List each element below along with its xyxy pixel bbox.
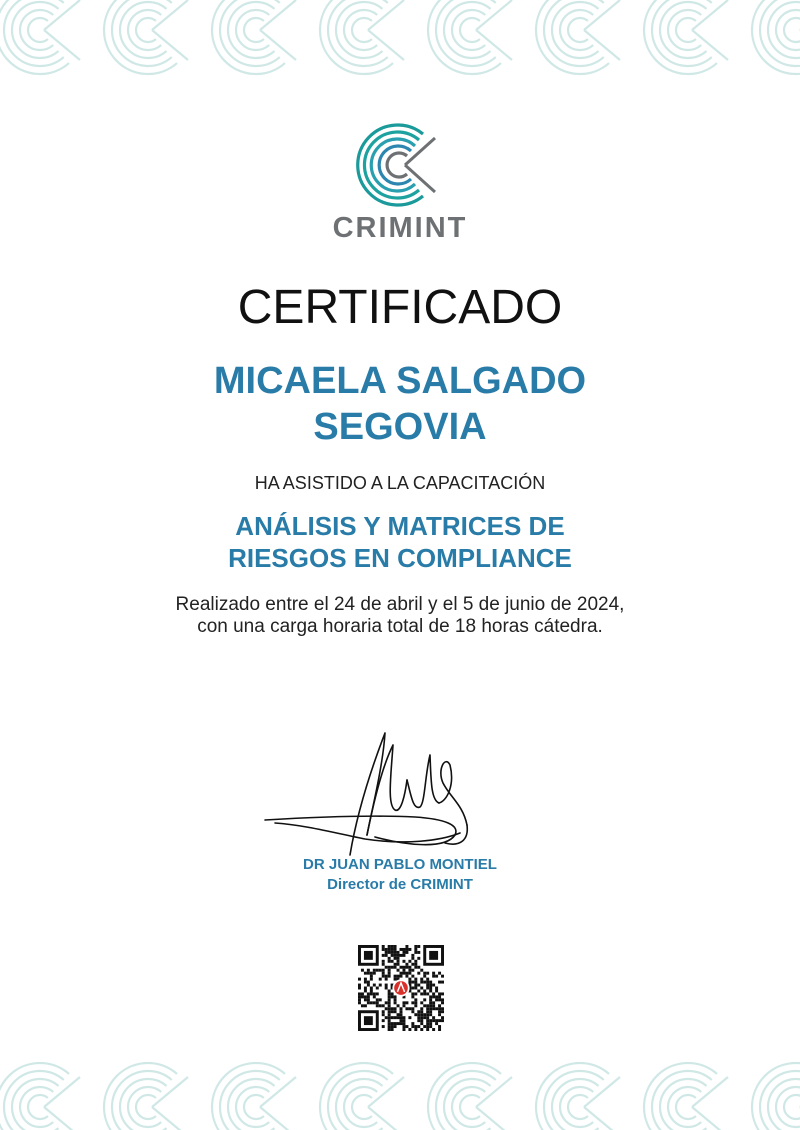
course-title-line2: RIESGOS EN COMPLIANCE: [228, 543, 572, 573]
course-details: [100, 594, 700, 638]
bottom-decorative-band: [0, 1062, 800, 1130]
pattern-ring-icon: [320, 1063, 404, 1130]
top-decorative-band: [0, 0, 800, 80]
recipient-name-line2: SEGOVIA: [313, 406, 487, 448]
pattern-ring-icon: [536, 0, 620, 74]
pattern-ring-icon: [104, 1063, 188, 1130]
pattern-ring-icon: [212, 0, 296, 74]
attended-text: HA ASISTIDO A LA CAPACITACIÓN: [254, 473, 546, 493]
signature-icon: [255, 725, 485, 860]
course-title: [150, 510, 650, 574]
pattern-ring-icon: [644, 1063, 728, 1130]
pattern-ring-icon: [0, 1063, 80, 1130]
pattern-ring-icon: [536, 1063, 620, 1130]
pattern-ring-icon: [644, 0, 728, 74]
pattern-ring-icon: [212, 1063, 296, 1130]
course-title-line1: ANÁLISIS Y MATRICES DE: [235, 511, 565, 541]
course-details-line1: Realizado entre el 24 de abril y el 5 de junio de 2024,: [175, 594, 625, 615]
signer-block: [200, 855, 600, 895]
qr-code-icon: [358, 945, 444, 1031]
course-details-line2: con una carga horaria total de 18 horas cátedra.: [197, 616, 603, 637]
recipient-name-line1: MICAELA SALGADO: [213, 360, 587, 402]
pattern-ring-icon: [428, 1063, 512, 1130]
logo-text: CRIMINT: [332, 212, 468, 244]
pattern-ring-icon: [104, 0, 188, 74]
certificate-title: CERTIFICADO: [237, 281, 563, 334]
pattern-ring-icon: [0, 0, 80, 74]
signer-name: DR JUAN PABLO MONTIEL: [303, 856, 497, 873]
crimint-logo-icon: [355, 120, 445, 210]
pattern-ring-icon: [428, 0, 512, 74]
pattern-ring-icon: [752, 0, 800, 74]
signer-role: Director de CRIMINT: [327, 876, 473, 893]
recipient-name: [100, 358, 700, 450]
pattern-ring-icon: [752, 1063, 800, 1130]
crimint-logo: [0, 120, 800, 245]
pattern-ring-icon: [320, 0, 404, 74]
